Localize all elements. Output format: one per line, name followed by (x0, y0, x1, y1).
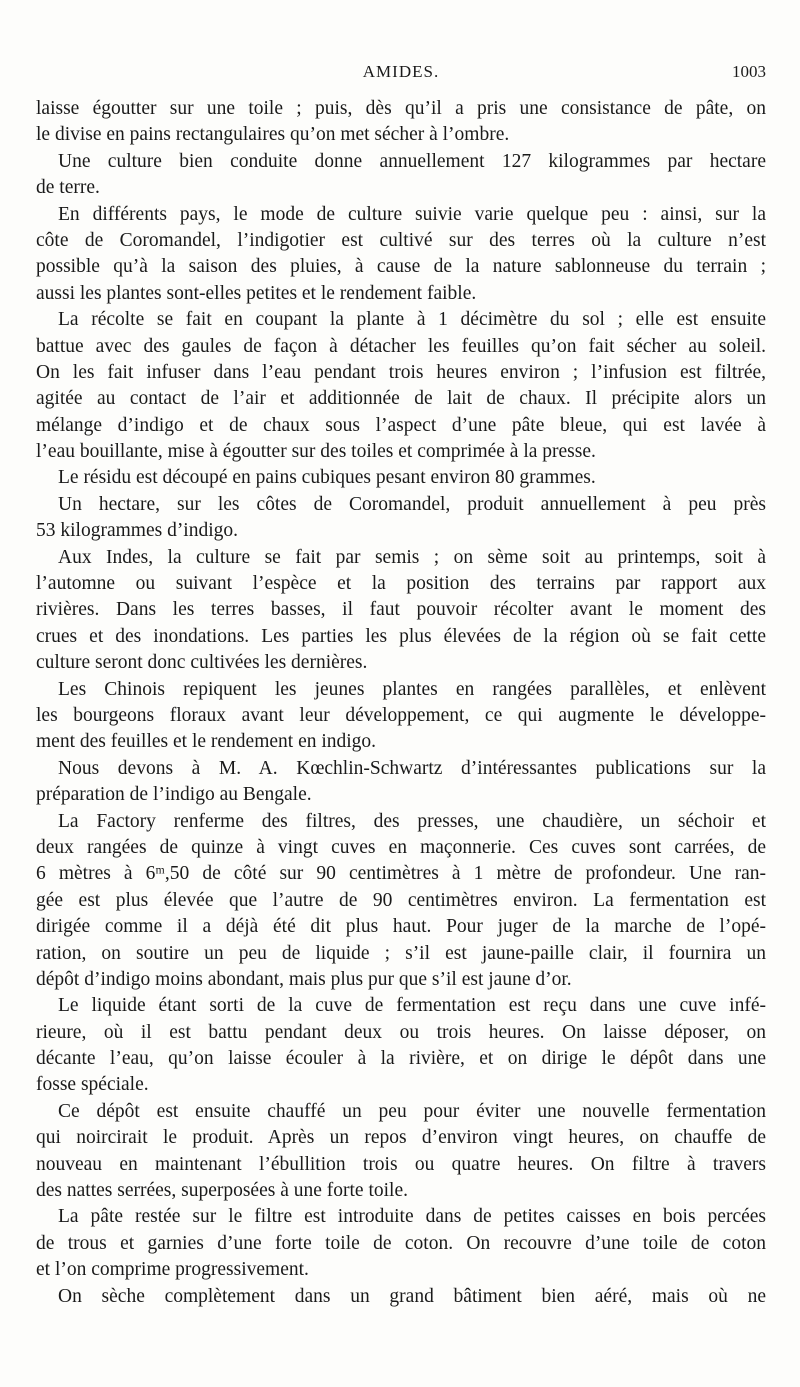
text-line: battue avec des gaules de façon à détacher les feuilles qu’on fait sécher au soleil. (36, 335, 766, 357)
text-line: laisse égoutter sur une toile ; puis, dès qu’il a pris une consistance de pâte, on (36, 98, 766, 119)
text-line: Le liquide étant sorti de la cuve de fermentation est reçu dans une cuve infé- (58, 995, 766, 1017)
text-line: fosse spéciale. (36, 1074, 149, 1096)
page-header (36, 62, 766, 86)
text-line: les bourgeons floraux avant leur développement, ce qui augmente le développe- (36, 704, 766, 726)
text-line: gée est plus élevée que l’autre de 90 centimètres environ. La fermentation est (36, 889, 766, 911)
text-line: Aux Indes, la culture se fait par semis ; on sème soit au printemps, soit à (58, 546, 766, 568)
page-number: 1003 (732, 62, 766, 81)
text-line: 53 kilogrammes d’indigo. (36, 520, 239, 542)
text-line: rivières. Dans les terres basses, il faut pouvoir récolter avant le moment des (36, 599, 766, 621)
text-line: préparation de l’indigo au Bengale. (36, 784, 312, 806)
text-line: l’eau bouillante, mise à égoutter sur des toiles et comprimée à la presse. (36, 441, 596, 463)
text-line: côte de Coromandel, l’indigotier est cultivé sur des terres où la culture n’est (36, 229, 766, 251)
text-line: Une culture bien conduite donne annuellement 127 kilogrammes par hectare (58, 150, 766, 172)
text-line: nouveau en maintenant l’ébullition trois ou quatre heures. On filtre à travers (36, 1153, 766, 1175)
text-line: dépôt d’indigo moins abondant, mais plus pur que s’il est jaune d’or. (36, 968, 572, 990)
text-line: La Factory renferme des filtres, des presses, une chaudière, un séchoir et (58, 810, 766, 832)
text-line: agitée au contact de l’air et additionnée de lait de chaux. Il précipite alors un (36, 388, 766, 410)
text-line: Ce dépôt est ensuite chauffé un peu pour éviter une nouvelle fermentation (58, 1100, 766, 1122)
text-line: 6 mètres à 6ᵐ,50 de côté sur 90 centimètres à 1 mètre de profondeur. Une ran- (36, 863, 766, 885)
text-line: En différents pays, le mode de culture suivie varie quelque peu : ainsi, sur la (58, 203, 766, 225)
text-line: et l’on comprime progressivement. (36, 1259, 309, 1281)
text-line: des nattes serrées, superposées à une forte toile. (36, 1180, 408, 1202)
text-line: possible qu’à la saison des pluies, à cause de la nature sablonneuse du terrain ; (36, 256, 766, 278)
text-line: Le résidu est découpé en pains cubiques pesant environ 80 grammes. (58, 467, 596, 489)
text-line: l’automne ou suivant l’espèce et la position des terrains par rapport aux (36, 573, 766, 595)
text-line: le divise en pains rectangulaires qu’on met sécher à l’ombre. (36, 124, 510, 146)
text-line: ment des feuilles et le rendement en indigo. (36, 731, 377, 753)
text-line: La récolte se fait en coupant la plante à 1 décimètre du sol ; elle est ensuite (58, 309, 766, 331)
text-line: Nous devons à M. A. Kœchlin-Schwartz d’intéressantes publications sur la (58, 757, 766, 779)
text-line: Les Chinois repiquent les jeunes plantes en rangées parallèles, et enlèvent (58, 678, 766, 700)
text-line: dirigée comme il a déjà été dit plus haut. Pour juger de la marche de l’opé- (36, 916, 766, 938)
text-line: On sèche complètement dans un grand bâtiment bien aéré, mais où ne (58, 1285, 766, 1307)
text-line: mélange d’indigo et de chaux sous l’aspect d’une pâte bleue, qui est lavée à (36, 414, 766, 436)
text-line: ration, on soutire un peu de liquide ; s’il est jaune-paille clair, il fournira un (36, 942, 766, 964)
text-line: de terre. (36, 177, 100, 199)
text-line: La pâte restée sur le filtre est introduite dans de petites caisses en bois percées (58, 1206, 766, 1228)
text-line: rieure, où il est battu pendant deux ou trois heures. On laisse déposer, on (36, 1021, 766, 1043)
text-line: crues et des inondations. Les parties les plus élevées de la région où se fait cette (36, 625, 766, 647)
text-line: Un hectare, sur les côtes de Coromandel, produit annuellement à peu près (58, 493, 766, 515)
text-line: deux rangées de quinze à vingt cuves en maçonnerie. Ces cuves sont carrées, de (36, 836, 766, 858)
text-line: On les fait infuser dans l’eau pendant trois heures environ ; l’infusion est filtrée, (36, 361, 766, 383)
running-title: AMIDES. (362, 62, 440, 81)
text-line: culture seront donc cultivées les dernières. (36, 652, 368, 674)
text-line: de trous et garnies d’une forte toile de coton. On recouvre d’une toile de coton (36, 1232, 766, 1254)
text-line: qui noircirait le produit. Après un repos d’environ vingt heures, on chauffe de (36, 1127, 766, 1149)
body-text (36, 96, 766, 1310)
text-line: aussi les plantes sont-elles petites et le rendement faible. (36, 282, 477, 304)
text-line: décante l’eau, qu’on laisse écouler à la rivière, et on dirige le dépôt dans une (36, 1048, 766, 1070)
